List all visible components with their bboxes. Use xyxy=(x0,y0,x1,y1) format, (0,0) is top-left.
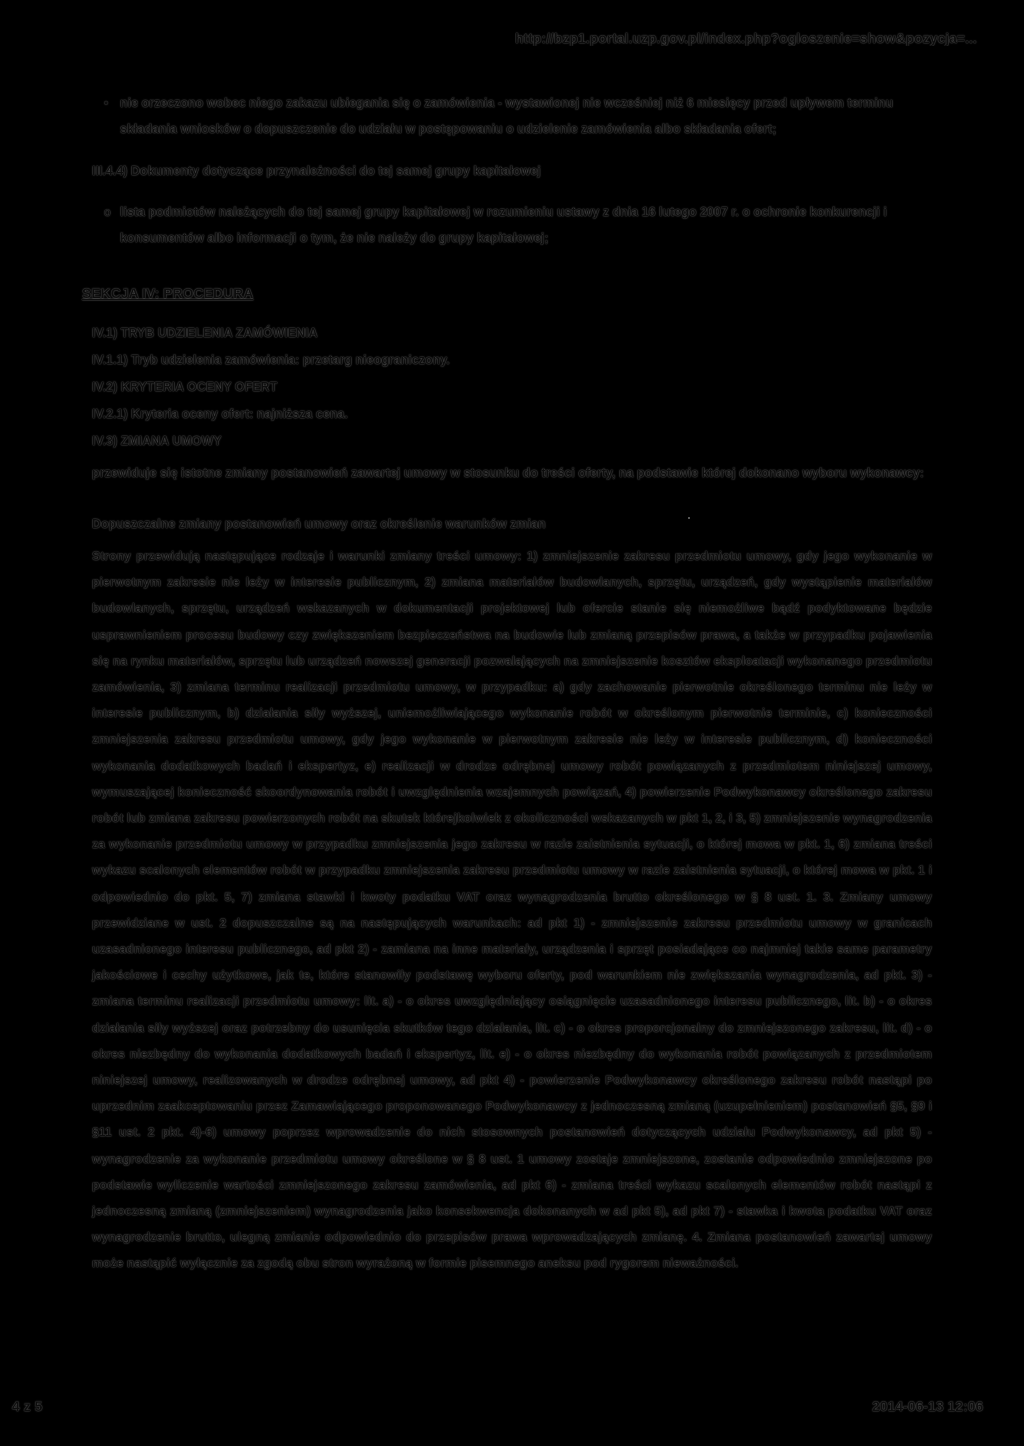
scan-speck xyxy=(688,517,690,519)
print-timestamp: 2014-06-13 12:06 xyxy=(872,1398,984,1414)
bullet-icon: • xyxy=(104,96,109,110)
bullet-icon: o xyxy=(104,205,111,219)
list-item xyxy=(90,199,930,251)
section-title: SEKCJA IV: PROCEDURA xyxy=(82,285,254,301)
list-item xyxy=(90,90,930,142)
procedure-iv3: IV.3) ZMIANA UMOWY xyxy=(92,434,222,448)
amendment-conditions-paragraph: Strony przewidują następujące rodzaje i warunki zmiany treści umowy: 1) zmniejszenie zakresu przedmiotu umowy, gdy jego wykonanie w pierwotnym zakresie nie leży w interesie publicznym, 2) zmiana materiałów budowlanych, sprzętu, urządzeń, gdy wystąpienie materiałów budowlanych, sprzętu, urządzeń wskazanych w dokumentacji projektowej lub ofercie stanie się niemożliwe bądź podyktowane będzie usprawnieniem procesu budowy czy zwiększeniem bezpieczeństwa na budowie lub zmianą przepisów prawa, a także w przypadku pojawienia się na rynku materiałów, sprzętu lub urządzeń nowszej generacji pozwalających na zmniejszenie kosztów eksploatacji wykonanego przedmiotu zamówienia, 3) zmiana terminu realizacji przedmiotu umowy, w przypadku: a) gdy zachowanie pierwotnie określonego terminu nie leży w interesie publicznym, b) działania siły wyższej, uniemożliwiającego wykonanie robót w określonym pierwotnie terminie, c) konieczności zmniejszenia zakresu przedmiotu umowy, gdy jego wykonanie w pierwotnym zakresie nie leży w interesie publicznym, d) konieczności wykonania dodatkowych badań i ekspertyz, e) realizacji w drodze odrębnej umowy robót powiązanych z przedmiotem niniejszej umowy, wymuszającej konieczność skoordynowania robót i uwzględnienia wzajemnych powiązań, 4) powierzenie Podwykonawcy określonego zakresu robót lub zmiana zakresu powierzonych robót na skutek którejkolwiek z okoliczności wskazanych w pkt 1, 2, i 3, 5) zmniejszenie wynagrodzenia za wykonanie przedmiotu umowy w przypadku zmniejszenia jego zakresu w razie zaistnienia sytuacji, o której mowa w pkt. 1, 6) zmiana treści wykazu scalonych elementów robót w przypadku zmniejszenia zakresu przedmiotu umowy w razie zaistnienia sytuacji, o której mowa w pkt. 1 i odpowiednio do pkt. 5, 7) zmiana stawki i kwoty podatku VAT oraz wynagrodzenia brutto określonego w § 8 ust. 1. 3. Zmiany umowy przewidziane w ust. 2 dopuszczalne są na następujących warunkach: ad pkt 1) - zmniejszenie zakresu przedmiotu umowy w granicach uzasadnionego interesu publicznego, ad pkt 2) - zamiana na inne materiały, urządzenia i sprzęt posiadające co najmniej takie same parametry jakościowe i cechy użytkowe, jak te, które stanowiły podstawę wyboru oferty, pod warunkiem nie zwiększania wynagrodzenia, ad pkt. 3) - zmiana terminu realizacji przedmiotu umowy: lit. a) - o okres uwzględniający osiągnięcie uzasadnionego interesu publicznego, lit. b) - o okres działania siły wyższej oraz potrzebny do usunięcia skutków tego działania, lit. c) - o okres proporcjonalny do zmniejszonego zakresu, lit. d) - o okres niezbędny do wykonania dodatkowych badań i ekspertyz, lit. e) - o okres niezbędny do wykonania robót powiązanych z przedmiotem niniejszej umowy, realizowanych w drodze odrębnej umowy, ad pkt 4) - powierzenie Podwykonawcy określonego zakresu robót nastąpi po uprzednim zaakceptowaniu przez Zamawiającego proponowanego Podwykonawcy z jednoczesną zmianą (uzupełnieniem) postanowień §5, §9 i §11 ust. 2 pkt. 4)-6) umowy poprzez wprowadzenie do nich stosownych postanowień dotyczących udziału Podwykonawcy, ad pkt 5) - wynagrodzenie za wykonanie przedmiotu umowy określone w § 8 ust. 1 umowy zostaje zmniejszone, zostanie odpowiednio zmniejszone po podstawie wyliczenie wartości zmniejszonego zakresu zamówienia, ad pkt 6) - zmiana treści wykazu scalonych elementów robót nastąpi z jednoczesną zmianą (zmniejszeniem) wynagrodzenia jako konsekwencja dokonanych w ad pkt 5), ad pkt 7) - stawka i kwota podatku VAT oraz wynagrodzenie brutto, ulegną zmianie odpowiednio do przepisów prawa wprowadzających zmianę. 4. Zmiana postanowień zawartej umowy może nastąpić wyłącznie za zgodą obu stron wyrażoną w formie pisemnego aneksu pod rygorem nieważności. xyxy=(92,549,932,1271)
subsection-heading: III.4.4) Dokumenty dotyczące przynależności do tej samej grupy kapitałowej xyxy=(92,164,541,178)
procedure-iv11: IV.1.1) Tryb udzielenia zamówienia: przetarg nieograniczony. xyxy=(92,353,450,367)
list-item-text: lista podmiotów należących do tej samej grupy kapitałowej w rozumieniu ustawy z dnia 16 lutego 2007 r. o ochronie konkurencji i konsumentów albo informacji o tym, że nie należy do grupy kapitałowej; xyxy=(120,205,887,245)
list-item-text: nie orzeczono wobec niego zakazu ubiegania się o zamówienia - wystawionej nie wcześniej niż 6 miesięcy przed upływem terminu składania wniosków o dopuszczenie do udziału w postępowaniu o udzielenie zamówienia albo składania ofert; xyxy=(120,96,894,136)
page-url: http://bzp1.portal.uzp.gov.pl/index.php?ogloszenie=show&pozycja=... xyxy=(515,30,977,46)
iv3-line1: przewiduje się istotne zmiany postanowień zawartej umowy w stosunku do treści oferty, na podstawie której dokonano wyboru wykonawcy: xyxy=(92,466,924,480)
procedure-iv2: IV.2) KRYTERIA OCENY OFERT xyxy=(92,380,278,394)
procedure-iv3-description xyxy=(92,460,932,486)
procedure-iv21: IV.2.1) Kryteria oceny ofert: najniższa cena. xyxy=(92,407,348,421)
page-number: 4 z 5 xyxy=(12,1398,43,1414)
iv3-line2: Dopuszczalne zmiany postanowień umowy oraz określenie warunków zmian xyxy=(92,517,546,531)
procedure-iv1: IV.1) TRYB UDZIELENIA ZAMÓWIENIA xyxy=(92,326,318,340)
